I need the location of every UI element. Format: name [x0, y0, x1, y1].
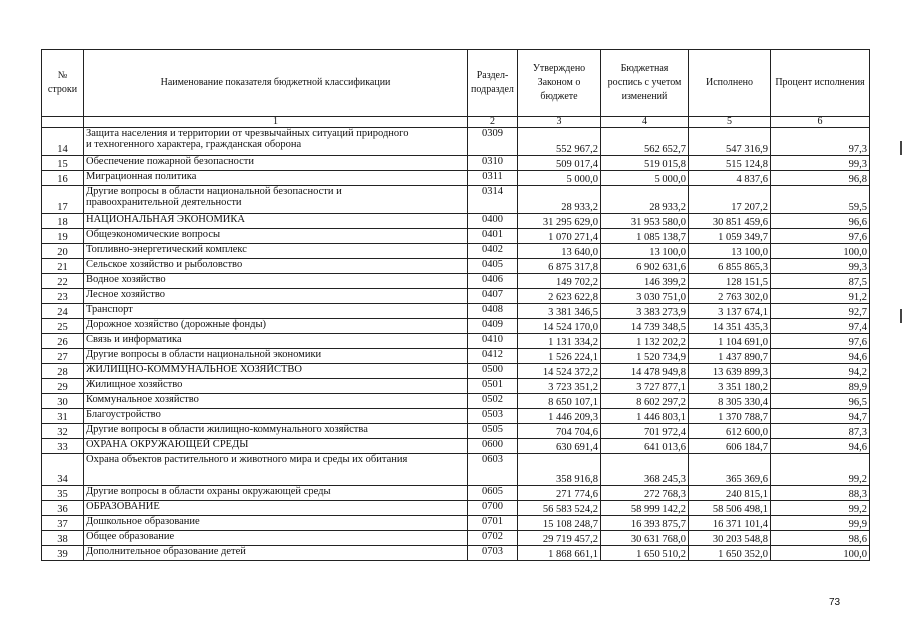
indicator-name-line: и техногенного характера, гражданская оборона — [86, 139, 302, 150]
section-code: 0408 — [468, 304, 518, 319]
approved-value: 29 719 457,2 — [518, 531, 601, 546]
revised-value: 14 739 348,5 — [601, 319, 689, 334]
executed-value: 3 137 674,1 — [689, 304, 771, 319]
column-number-row — [42, 117, 870, 128]
section-code: 0702 — [468, 531, 518, 546]
table-row — [42, 424, 870, 439]
executed-value: 365 369,6 — [689, 454, 771, 486]
indicator-name: Обеспечение пожарной безопасности — [84, 156, 468, 171]
revised-value: 3 383 273,9 — [601, 304, 689, 319]
section-code: 0314 — [468, 186, 518, 214]
table-row — [42, 156, 870, 171]
scan-edge-mark — [900, 141, 902, 155]
revised-value: 1 446 803,1 — [601, 409, 689, 424]
executed-value: 58 506 498,1 — [689, 501, 771, 516]
row-number: 38 — [42, 531, 84, 546]
table-row — [42, 546, 870, 561]
revised-value: 8 602 297,2 — [601, 394, 689, 409]
indicator-name: Общее образование — [84, 531, 468, 546]
approved-value: 509 017,4 — [518, 156, 601, 171]
revised-value: 1 650 510,2 — [601, 546, 689, 561]
header-executed: Исполнено — [689, 50, 771, 117]
table-row — [42, 334, 870, 349]
indicator-name: ОХРАНА ОКРУЖАЮЩЕЙ СРЕДЫ — [84, 439, 468, 454]
section-code: 0505 — [468, 424, 518, 439]
percent-value: 97,3 — [771, 128, 870, 156]
percent-value: 87,3 — [771, 424, 870, 439]
percent-value: 99,2 — [771, 501, 870, 516]
table-row — [42, 501, 870, 516]
section-code: 0400 — [468, 214, 518, 229]
percent-value: 97,6 — [771, 334, 870, 349]
executed-value: 547 316,9 — [689, 128, 771, 156]
executed-value: 1 370 788,7 — [689, 409, 771, 424]
column-number: 1 — [84, 117, 468, 128]
row-number: 19 — [42, 229, 84, 244]
row-number: 33 — [42, 439, 84, 454]
table-row — [42, 229, 870, 244]
header-approved: Утверждено Законом о бюджете — [518, 50, 601, 117]
revised-value: 272 768,3 — [601, 486, 689, 501]
revised-value: 1 520 734,9 — [601, 349, 689, 364]
indicator-name: Общеэкономические вопросы — [84, 229, 468, 244]
indicator-name: НАЦИОНАЛЬНАЯ ЭКОНОМИКА — [84, 214, 468, 229]
indicator-name: ЖИЛИЩНО-КОММУНАЛЬНОЕ ХОЗЯЙСТВО — [84, 364, 468, 379]
executed-value: 13 100,0 — [689, 244, 771, 259]
section-code: 0701 — [468, 516, 518, 531]
page-number: 73 — [829, 597, 841, 608]
section-code: 0309 — [468, 128, 518, 156]
table-row — [42, 128, 870, 156]
approved-value: 1 131 334,2 — [518, 334, 601, 349]
section-code: 0500 — [468, 364, 518, 379]
percent-value: 99,3 — [771, 259, 870, 274]
indicator-name: Дорожное хозяйство (дорожные фонды) — [84, 319, 468, 334]
approved-value: 6 875 317,8 — [518, 259, 601, 274]
section-code: 0503 — [468, 409, 518, 424]
column-number: 6 — [771, 117, 870, 128]
table-row — [42, 394, 870, 409]
percent-value: 99,9 — [771, 516, 870, 531]
executed-value: 6 855 865,3 — [689, 259, 771, 274]
indicator-name: ОБРАЗОВАНИЕ — [84, 501, 468, 516]
row-number: 17 — [42, 186, 84, 214]
approved-value: 1 070 271,4 — [518, 229, 601, 244]
table-row — [42, 304, 870, 319]
table-row — [42, 274, 870, 289]
row-number: 34 — [42, 454, 84, 486]
indicator-name: Охрана объектов растительного и животного мира и среды их обитания — [84, 454, 468, 486]
table-row — [42, 349, 870, 364]
approved-value: 3 723 351,2 — [518, 379, 601, 394]
indicator-name: Коммунальное хозяйство — [84, 394, 468, 409]
percent-value: 96,5 — [771, 394, 870, 409]
column-number: 2 — [468, 117, 518, 128]
revised-value: 58 999 142,2 — [601, 501, 689, 516]
row-number: 35 — [42, 486, 84, 501]
row-number: 18 — [42, 214, 84, 229]
indicator-name: Дополнительное образование детей — [84, 546, 468, 561]
revised-value: 31 953 580,0 — [601, 214, 689, 229]
percent-value: 96,8 — [771, 171, 870, 186]
revised-value: 3 727 877,1 — [601, 379, 689, 394]
revised-value: 146 399,2 — [601, 274, 689, 289]
table-row — [42, 486, 870, 501]
percent-value: 100,0 — [771, 244, 870, 259]
indicator-name: Транспорт — [84, 304, 468, 319]
table-row — [42, 171, 870, 186]
approved-value: 358 916,8 — [518, 454, 601, 486]
indicator-name-line: Другие вопросы в области национальной безопасности и — [86, 186, 342, 197]
row-number: 31 — [42, 409, 84, 424]
indicator-name: Жилищное хозяйство — [84, 379, 468, 394]
revised-value: 13 100,0 — [601, 244, 689, 259]
revised-value: 641 013,6 — [601, 439, 689, 454]
percent-value: 94,6 — [771, 349, 870, 364]
row-number: 14 — [42, 128, 84, 156]
percent-value: 96,6 — [771, 214, 870, 229]
header-row-number: № строки — [42, 50, 84, 117]
section-code: 0605 — [468, 486, 518, 501]
percent-value: 88,3 — [771, 486, 870, 501]
approved-value: 704 704,6 — [518, 424, 601, 439]
executed-value: 13 639 899,3 — [689, 364, 771, 379]
table-row — [42, 319, 870, 334]
section-code: 0409 — [468, 319, 518, 334]
percent-value: 89,9 — [771, 379, 870, 394]
row-number: 32 — [42, 424, 84, 439]
percent-value: 99,3 — [771, 156, 870, 171]
indicator-name — [84, 128, 468, 156]
section-code: 0402 — [468, 244, 518, 259]
percent-value: 94,6 — [771, 439, 870, 454]
percent-value: 92,7 — [771, 304, 870, 319]
section-code: 0311 — [468, 171, 518, 186]
indicator-name: Топливно-энергетический комплекс — [84, 244, 468, 259]
column-number: 5 — [689, 117, 771, 128]
revised-value: 16 393 875,7 — [601, 516, 689, 531]
approved-value: 28 933,2 — [518, 186, 601, 214]
approved-value: 13 640,0 — [518, 244, 601, 259]
executed-value: 30 851 459,6 — [689, 214, 771, 229]
percent-value: 87,5 — [771, 274, 870, 289]
executed-value: 1 437 890,7 — [689, 349, 771, 364]
header-indicator-name: Наименование показателя бюджетной классификации — [84, 50, 468, 117]
percent-value: 100,0 — [771, 546, 870, 561]
approved-value: 15 108 248,7 — [518, 516, 601, 531]
executed-value: 606 184,7 — [689, 439, 771, 454]
indicator-name: Миграционная политика — [84, 171, 468, 186]
section-code: 0700 — [468, 501, 518, 516]
revised-value: 519 015,8 — [601, 156, 689, 171]
row-number: 30 — [42, 394, 84, 409]
approved-value: 31 295 629,0 — [518, 214, 601, 229]
percent-value: 97,6 — [771, 229, 870, 244]
executed-value: 515 124,8 — [689, 156, 771, 171]
row-number: 39 — [42, 546, 84, 561]
table-row — [42, 409, 870, 424]
revised-value: 368 245,3 — [601, 454, 689, 486]
table-row — [42, 439, 870, 454]
percent-value: 98,6 — [771, 531, 870, 546]
table-row — [42, 186, 870, 214]
approved-value: 149 702,2 — [518, 274, 601, 289]
header-section: Раздел-подраздел — [468, 50, 518, 117]
indicator-name: Другие вопросы в области национальной экономики — [84, 349, 468, 364]
revised-value: 14 478 949,8 — [601, 364, 689, 379]
executed-value: 2 763 302,0 — [689, 289, 771, 304]
approved-value: 56 583 524,2 — [518, 501, 601, 516]
column-number — [42, 117, 84, 128]
executed-value: 30 203 548,8 — [689, 531, 771, 546]
header-row — [42, 50, 870, 117]
approved-value: 1 446 209,3 — [518, 409, 601, 424]
revised-value: 1 132 202,2 — [601, 334, 689, 349]
approved-value: 1 526 224,1 — [518, 349, 601, 364]
indicator-name: Связь и информатика — [84, 334, 468, 349]
row-number: 22 — [42, 274, 84, 289]
section-code: 0703 — [468, 546, 518, 561]
executed-value: 14 351 435,3 — [689, 319, 771, 334]
row-number: 26 — [42, 334, 84, 349]
table-body — [42, 128, 870, 561]
row-number: 15 — [42, 156, 84, 171]
executed-value: 4 837,6 — [689, 171, 771, 186]
scan-edge-mark — [900, 309, 902, 323]
percent-value: 99,2 — [771, 454, 870, 486]
percent-value: 59,5 — [771, 186, 870, 214]
indicator-name: Другие вопросы в области жилищно-коммунального хозяйства — [84, 424, 468, 439]
header-revised: Бюджетная роспись с учетом изменений — [601, 50, 689, 117]
row-number: 25 — [42, 319, 84, 334]
executed-value: 17 207,2 — [689, 186, 771, 214]
header-percent: Процент исполнения — [771, 50, 870, 117]
table-row — [42, 214, 870, 229]
approved-value: 14 524 372,2 — [518, 364, 601, 379]
percent-value: 94,2 — [771, 364, 870, 379]
revised-value: 562 652,7 — [601, 128, 689, 156]
executed-value: 240 815,1 — [689, 486, 771, 501]
table-row — [42, 454, 870, 486]
section-code: 0405 — [468, 259, 518, 274]
approved-value: 5 000,0 — [518, 171, 601, 186]
indicator-name — [84, 186, 468, 214]
approved-value: 3 381 346,5 — [518, 304, 601, 319]
table-row — [42, 364, 870, 379]
executed-value: 1 650 352,0 — [689, 546, 771, 561]
indicator-name: Благоустройство — [84, 409, 468, 424]
section-code: 0600 — [468, 439, 518, 454]
column-number: 4 — [601, 117, 689, 128]
section-code: 0407 — [468, 289, 518, 304]
row-number: 16 — [42, 171, 84, 186]
approved-value: 271 774,6 — [518, 486, 601, 501]
percent-value: 97,4 — [771, 319, 870, 334]
table-row — [42, 259, 870, 274]
section-code: 0501 — [468, 379, 518, 394]
indicator-name: Дошкольное образование — [84, 516, 468, 531]
row-number: 29 — [42, 379, 84, 394]
section-code: 0412 — [468, 349, 518, 364]
approved-value: 630 691,4 — [518, 439, 601, 454]
section-code: 0406 — [468, 274, 518, 289]
revised-value: 3 030 751,0 — [601, 289, 689, 304]
executed-value: 3 351 180,2 — [689, 379, 771, 394]
percent-value: 91,2 — [771, 289, 870, 304]
revised-value: 30 631 768,0 — [601, 531, 689, 546]
row-number: 24 — [42, 304, 84, 319]
executed-value: 612 600,0 — [689, 424, 771, 439]
row-number: 28 — [42, 364, 84, 379]
revised-value: 28 933,2 — [601, 186, 689, 214]
row-number: 37 — [42, 516, 84, 531]
indicator-name: Другие вопросы в области охраны окружающей среды — [84, 486, 468, 501]
executed-value: 16 371 101,4 — [689, 516, 771, 531]
percent-value: 94,7 — [771, 409, 870, 424]
row-number: 21 — [42, 259, 84, 274]
section-code: 0401 — [468, 229, 518, 244]
section-code: 0603 — [468, 454, 518, 486]
table-row — [42, 379, 870, 394]
revised-value: 1 085 138,7 — [601, 229, 689, 244]
approved-value: 8 650 107,1 — [518, 394, 601, 409]
section-code: 0410 — [468, 334, 518, 349]
revised-value: 701 972,4 — [601, 424, 689, 439]
row-number: 36 — [42, 501, 84, 516]
executed-value: 8 305 330,4 — [689, 394, 771, 409]
table-row — [42, 531, 870, 546]
revised-value: 5 000,0 — [601, 171, 689, 186]
approved-value: 14 524 170,0 — [518, 319, 601, 334]
table-row — [42, 289, 870, 304]
indicator-name: Сельское хозяйство и рыболовство — [84, 259, 468, 274]
budget-execution-table — [41, 49, 870, 561]
section-code: 0502 — [468, 394, 518, 409]
executed-value: 1 104 691,0 — [689, 334, 771, 349]
section-code: 0310 — [468, 156, 518, 171]
row-number: 20 — [42, 244, 84, 259]
table-row — [42, 516, 870, 531]
executed-value: 128 151,5 — [689, 274, 771, 289]
indicator-name: Лесное хозяйство — [84, 289, 468, 304]
indicator-name-line: правоохранительной деятельности — [86, 197, 242, 208]
approved-value: 552 967,2 — [518, 128, 601, 156]
row-number: 23 — [42, 289, 84, 304]
row-number: 27 — [42, 349, 84, 364]
approved-value: 1 868 661,1 — [518, 546, 601, 561]
approved-value: 2 623 622,8 — [518, 289, 601, 304]
indicator-name: Водное хозяйство — [84, 274, 468, 289]
indicator-name-line: Защита населения и территории от чрезвычайных ситуаций природного — [86, 128, 409, 139]
table-row — [42, 244, 870, 259]
column-number: 3 — [518, 117, 601, 128]
revised-value: 6 902 631,6 — [601, 259, 689, 274]
executed-value: 1 059 349,7 — [689, 229, 771, 244]
